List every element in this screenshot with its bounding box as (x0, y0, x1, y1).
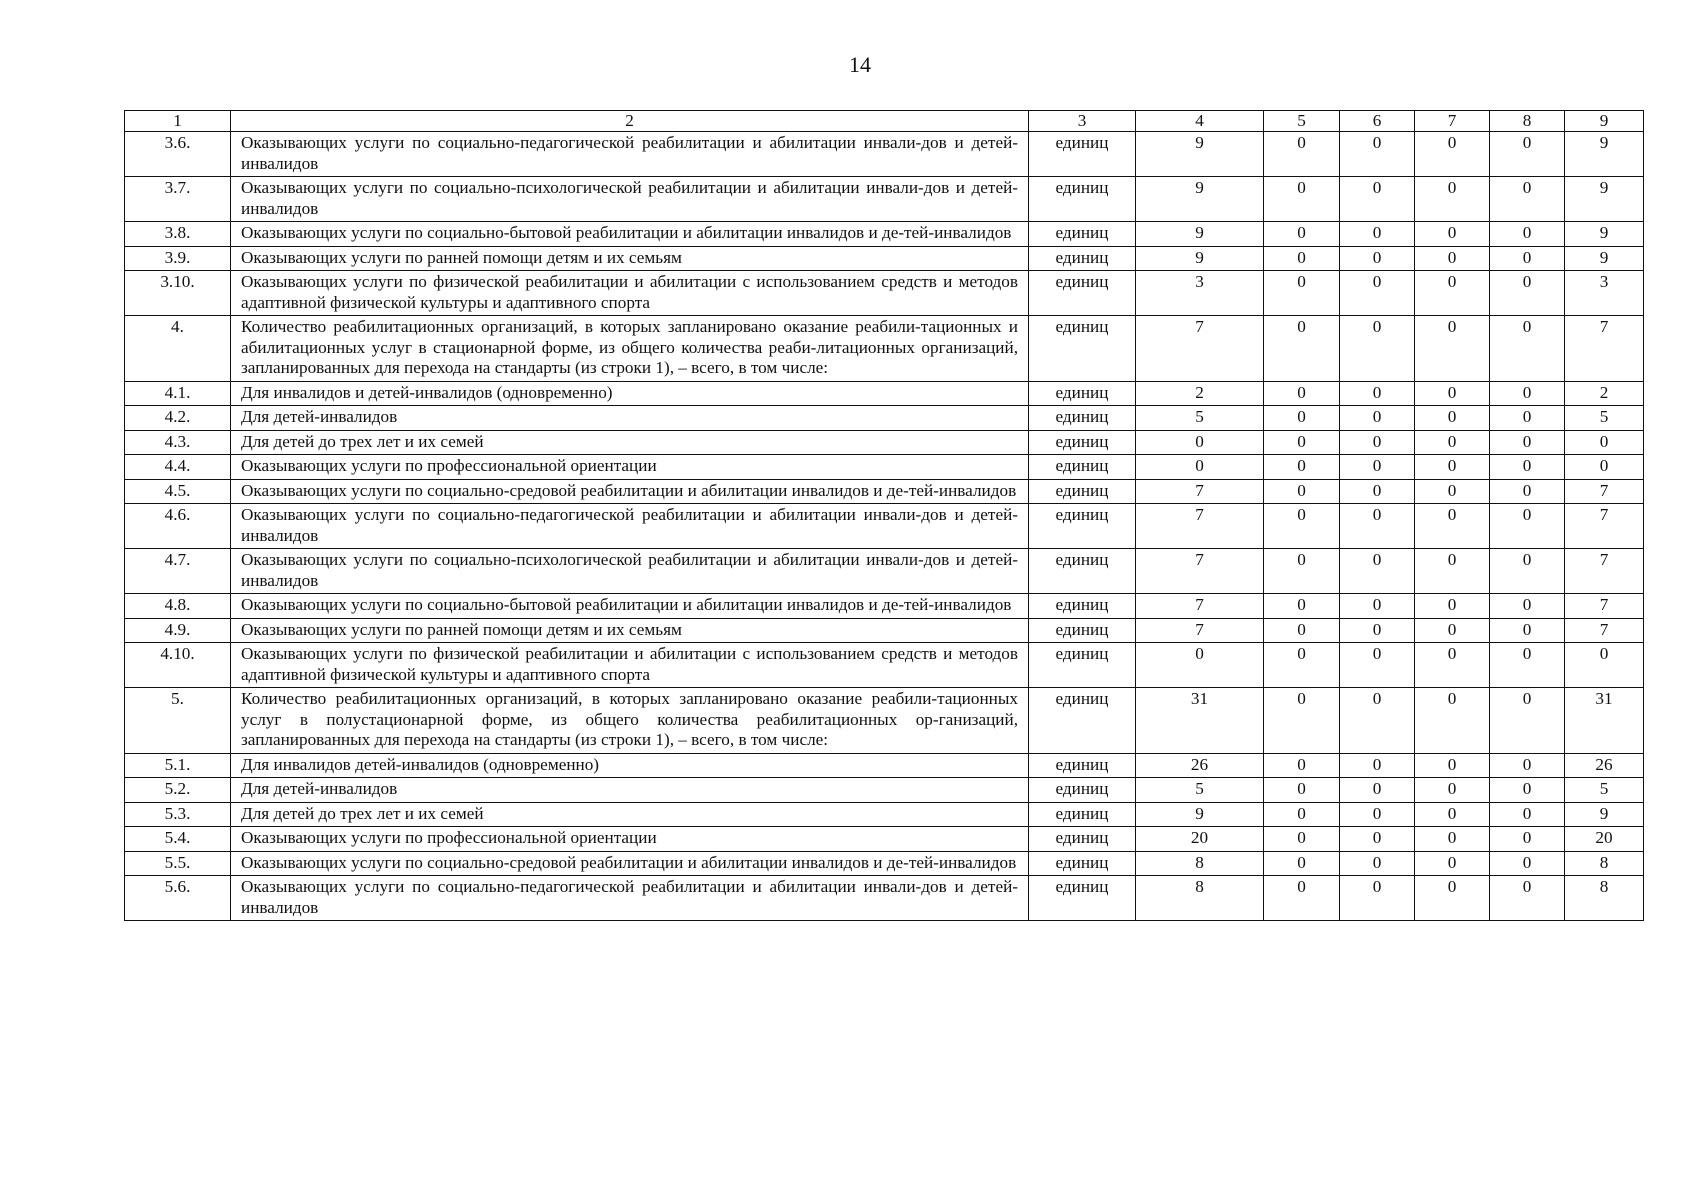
row-description: Оказывающих услуги по социально-педагогической реабилитации и абилитации инвали-дов и детей-инвалидов (231, 876, 1029, 921)
row-description: Для детей-инвалидов (231, 778, 1029, 803)
row-unit: единиц (1029, 406, 1136, 431)
row-value-col-5: 0 (1264, 753, 1340, 778)
table-header (125, 111, 1644, 132)
row-value-col-5: 0 (1264, 246, 1340, 271)
row-value-col-6: 0 (1340, 618, 1415, 643)
row-value-col-7: 0 (1415, 778, 1490, 803)
table-row (125, 618, 1644, 643)
row-unit: единиц (1029, 688, 1136, 754)
row-value-col-6: 0 (1340, 271, 1415, 316)
row-number: 5.4. (125, 827, 231, 852)
row-value-col-4: 31 (1136, 688, 1264, 754)
table-row (125, 549, 1644, 594)
row-unit: единиц (1029, 222, 1136, 247)
row-value-col-7: 0 (1415, 753, 1490, 778)
row-unit: единиц (1029, 504, 1136, 549)
table-row (125, 851, 1644, 876)
row-value-col-6: 0 (1340, 594, 1415, 619)
row-value-col-9: 7 (1565, 594, 1644, 619)
row-description: Оказывающих услуги по социально-педагогической реабилитации и абилитации инвали-дов и детей-инвалидов (231, 504, 1029, 549)
row-value-col-8: 0 (1490, 688, 1565, 754)
row-value-col-4: 8 (1136, 851, 1264, 876)
row-value-col-4: 9 (1136, 177, 1264, 222)
row-value-col-4: 7 (1136, 504, 1264, 549)
row-value-col-9: 8 (1565, 851, 1644, 876)
row-value-col-5: 0 (1264, 455, 1340, 480)
table-row (125, 504, 1644, 549)
row-description: Оказывающих услуги по физической реабилитации и абилитации с использованием средств и методов адаптивной физической культуры и адаптивного спорта (231, 271, 1029, 316)
row-value-col-7: 0 (1415, 802, 1490, 827)
row-value-col-4: 9 (1136, 802, 1264, 827)
row-value-col-9: 7 (1565, 549, 1644, 594)
row-value-col-4: 9 (1136, 246, 1264, 271)
row-number: 3.6. (125, 132, 231, 177)
table-row (125, 753, 1644, 778)
row-value-col-6: 0 (1340, 177, 1415, 222)
data-table (124, 110, 1644, 921)
table-body (125, 132, 1644, 921)
header-col-1: 1 (125, 111, 231, 132)
row-value-col-7: 0 (1415, 132, 1490, 177)
row-unit: единиц (1029, 381, 1136, 406)
row-value-col-4: 9 (1136, 222, 1264, 247)
row-value-col-5: 0 (1264, 430, 1340, 455)
row-value-col-7: 0 (1415, 643, 1490, 688)
row-value-col-4: 8 (1136, 876, 1264, 921)
row-value-col-8: 0 (1490, 406, 1565, 431)
row-description: Оказывающих услуги по социально-средовой реабилитации и абилитации инвалидов и де-тей-инвалидов (231, 851, 1029, 876)
row-description: Оказывающих услуги по социально-средовой реабилитации и абилитации инвалидов и де-тей-инвалидов (231, 479, 1029, 504)
row-value-col-8: 0 (1490, 618, 1565, 643)
row-value-col-8: 0 (1490, 851, 1565, 876)
row-value-col-5: 0 (1264, 316, 1340, 382)
row-value-col-8: 0 (1490, 504, 1565, 549)
table-row (125, 381, 1644, 406)
row-value-col-8: 0 (1490, 549, 1565, 594)
row-value-col-9: 7 (1565, 618, 1644, 643)
row-value-col-5: 0 (1264, 618, 1340, 643)
row-description: Оказывающих услуги по профессиональной ориентации (231, 455, 1029, 480)
row-value-col-7: 0 (1415, 688, 1490, 754)
row-value-col-4: 26 (1136, 753, 1264, 778)
row-number: 4.3. (125, 430, 231, 455)
row-value-col-9: 26 (1565, 753, 1644, 778)
row-description: Количество реабилитационных организаций, в которых запланировано оказание реабили-тационных услуг в полустационарной форме, из общего количества реабилитационных ор-ганизаций, запланированных для перехода на стандарты (из строки 1), – всего, в том числе: (231, 688, 1029, 754)
row-value-col-5: 0 (1264, 876, 1340, 921)
table-row (125, 132, 1644, 177)
row-number: 4.10. (125, 643, 231, 688)
row-description: Для детей-инвалидов (231, 406, 1029, 431)
row-value-col-9: 0 (1565, 643, 1644, 688)
row-value-col-7: 0 (1415, 504, 1490, 549)
row-value-col-9: 9 (1565, 222, 1644, 247)
row-value-col-8: 0 (1490, 246, 1565, 271)
row-value-col-9: 5 (1565, 406, 1644, 431)
table-row (125, 222, 1644, 247)
row-number: 4.2. (125, 406, 231, 431)
row-value-col-6: 0 (1340, 549, 1415, 594)
row-value-col-8: 0 (1490, 381, 1565, 406)
row-value-col-4: 0 (1136, 430, 1264, 455)
row-value-col-4: 9 (1136, 132, 1264, 177)
row-value-col-6: 0 (1340, 430, 1415, 455)
header-col-6: 6 (1340, 111, 1415, 132)
row-value-col-5: 0 (1264, 222, 1340, 247)
row-value-col-7: 0 (1415, 876, 1490, 921)
page-number: 14 (849, 52, 871, 77)
row-value-col-8: 0 (1490, 876, 1565, 921)
row-value-col-6: 0 (1340, 876, 1415, 921)
row-value-col-4: 0 (1136, 643, 1264, 688)
row-value-col-9: 9 (1565, 246, 1644, 271)
table-row (125, 594, 1644, 619)
row-value-col-7: 0 (1415, 618, 1490, 643)
row-number: 5. (125, 688, 231, 754)
row-value-col-6: 0 (1340, 827, 1415, 852)
table-row (125, 455, 1644, 480)
row-description: Для инвалидов и детей-инвалидов (одновременно) (231, 381, 1029, 406)
row-description: Оказывающих услуги по социально-бытовой реабилитации и абилитации инвалидов и де-тей-инвалидов (231, 222, 1029, 247)
row-number: 5.2. (125, 778, 231, 803)
row-description: Оказывающих услуги по социально-психологической реабилитации и абилитации инвали-дов и детей-инвалидов (231, 177, 1029, 222)
row-description: Оказывающих услуги по социально-психологической реабилитации и абилитации инвали-дов и детей-инвалидов (231, 549, 1029, 594)
row-description: Для детей до трех лет и их семей (231, 802, 1029, 827)
row-unit: единиц (1029, 246, 1136, 271)
row-value-col-5: 0 (1264, 688, 1340, 754)
table-row (125, 271, 1644, 316)
row-value-col-6: 0 (1340, 406, 1415, 431)
row-value-col-6: 0 (1340, 504, 1415, 549)
row-number: 5.5. (125, 851, 231, 876)
header-col-7: 7 (1415, 111, 1490, 132)
row-value-col-8: 0 (1490, 271, 1565, 316)
row-value-col-9: 7 (1565, 504, 1644, 549)
row-value-col-9: 2 (1565, 381, 1644, 406)
row-number: 4.1. (125, 381, 231, 406)
row-value-col-8: 0 (1490, 594, 1565, 619)
row-value-col-6: 0 (1340, 455, 1415, 480)
table-row (125, 430, 1644, 455)
row-value-col-9: 0 (1565, 455, 1644, 480)
row-value-col-5: 0 (1264, 851, 1340, 876)
row-value-col-5: 0 (1264, 132, 1340, 177)
row-description: Оказывающих услуги по социально-педагогической реабилитации и абилитации инвали-дов и детей-инвалидов (231, 132, 1029, 177)
row-description: Оказывающих услуги по социально-бытовой реабилитации и абилитации инвалидов и де-тей-инвалидов (231, 594, 1029, 619)
row-number: 4.8. (125, 594, 231, 619)
row-value-col-6: 0 (1340, 222, 1415, 247)
row-value-col-5: 0 (1264, 381, 1340, 406)
table-row (125, 177, 1644, 222)
row-value-col-6: 0 (1340, 643, 1415, 688)
row-value-col-7: 0 (1415, 246, 1490, 271)
row-value-col-4: 7 (1136, 316, 1264, 382)
row-value-col-9: 7 (1565, 479, 1644, 504)
row-number: 5.6. (125, 876, 231, 921)
row-unit: единиц (1029, 851, 1136, 876)
row-value-col-9: 5 (1565, 778, 1644, 803)
row-value-col-4: 7 (1136, 618, 1264, 643)
row-value-col-5: 0 (1264, 406, 1340, 431)
row-value-col-5: 0 (1264, 827, 1340, 852)
row-description: Для инвалидов детей-инвалидов (одновременно) (231, 753, 1029, 778)
row-unit: единиц (1029, 594, 1136, 619)
row-value-col-7: 0 (1415, 177, 1490, 222)
table-row (125, 802, 1644, 827)
row-value-col-8: 0 (1490, 222, 1565, 247)
row-unit: единиц (1029, 271, 1136, 316)
row-number: 4. (125, 316, 231, 382)
row-number: 5.3. (125, 802, 231, 827)
table-row (125, 827, 1644, 852)
row-value-col-5: 0 (1264, 643, 1340, 688)
row-value-col-7: 0 (1415, 406, 1490, 431)
row-value-col-6: 0 (1340, 381, 1415, 406)
row-value-col-6: 0 (1340, 316, 1415, 382)
row-value-col-9: 31 (1565, 688, 1644, 754)
row-number: 3.10. (125, 271, 231, 316)
row-unit: единиц (1029, 549, 1136, 594)
row-description: Для детей до трех лет и их семей (231, 430, 1029, 455)
row-value-col-7: 0 (1415, 430, 1490, 455)
row-value-col-9: 9 (1565, 132, 1644, 177)
table-row (125, 406, 1644, 431)
row-value-col-4: 7 (1136, 594, 1264, 619)
row-value-col-4: 7 (1136, 479, 1264, 504)
header-col-2: 2 (231, 111, 1029, 132)
row-value-col-7: 0 (1415, 222, 1490, 247)
row-value-col-5: 0 (1264, 479, 1340, 504)
row-value-col-6: 0 (1340, 688, 1415, 754)
header-col-5: 5 (1264, 111, 1340, 132)
row-unit: единиц (1029, 132, 1136, 177)
row-number: 3.8. (125, 222, 231, 247)
row-unit: единиц (1029, 618, 1136, 643)
row-description: Количество реабилитационных организаций, в которых запланировано оказание реабили-тационных и абилитационных услуг в стационарной форме, из общего количества реаби-литационных организаций, запланированных для перехода на стандарты (из строки 1), – всего, в том числе: (231, 316, 1029, 382)
table-row (125, 876, 1644, 921)
row-value-col-8: 0 (1490, 802, 1565, 827)
row-value-col-6: 0 (1340, 753, 1415, 778)
table-row (125, 316, 1644, 382)
header-col-3: 3 (1029, 111, 1136, 132)
row-value-col-6: 0 (1340, 851, 1415, 876)
row-value-col-4: 7 (1136, 549, 1264, 594)
row-value-col-7: 0 (1415, 455, 1490, 480)
row-unit: единиц (1029, 177, 1136, 222)
row-value-col-8: 0 (1490, 132, 1565, 177)
header-col-4: 4 (1136, 111, 1264, 132)
header-col-8: 8 (1490, 111, 1565, 132)
row-value-col-7: 0 (1415, 479, 1490, 504)
row-description: Оказывающих услуги по профессиональной ориентации (231, 827, 1029, 852)
row-value-col-9: 0 (1565, 430, 1644, 455)
row-value-col-4: 0 (1136, 455, 1264, 480)
row-value-col-8: 0 (1490, 430, 1565, 455)
row-value-col-8: 0 (1490, 479, 1565, 504)
row-value-col-8: 0 (1490, 177, 1565, 222)
row-description: Оказывающих услуги по физической реабилитации и абилитации с использованием средств и методов адаптивной физической культуры и адаптивного спорта (231, 643, 1029, 688)
row-value-col-9: 8 (1565, 876, 1644, 921)
row-value-col-7: 0 (1415, 381, 1490, 406)
row-number: 5.1. (125, 753, 231, 778)
header-col-9: 9 (1565, 111, 1644, 132)
row-number: 4.4. (125, 455, 231, 480)
row-description: Оказывающих услуги по ранней помощи детям и их семьям (231, 618, 1029, 643)
row-value-col-6: 0 (1340, 802, 1415, 827)
row-unit: единиц (1029, 827, 1136, 852)
row-value-col-8: 0 (1490, 827, 1565, 852)
row-value-col-4: 20 (1136, 827, 1264, 852)
row-value-col-9: 7 (1565, 316, 1644, 382)
row-number: 4.5. (125, 479, 231, 504)
row-value-col-6: 0 (1340, 246, 1415, 271)
row-number: 3.9. (125, 246, 231, 271)
row-value-col-9: 9 (1565, 802, 1644, 827)
row-value-col-7: 0 (1415, 549, 1490, 594)
row-value-col-5: 0 (1264, 594, 1340, 619)
row-value-col-8: 0 (1490, 316, 1565, 382)
row-value-col-9: 9 (1565, 177, 1644, 222)
table-row (125, 479, 1644, 504)
row-value-col-8: 0 (1490, 643, 1565, 688)
row-value-col-6: 0 (1340, 479, 1415, 504)
row-number: 4.9. (125, 618, 231, 643)
row-value-col-7: 0 (1415, 316, 1490, 382)
row-number: 4.6. (125, 504, 231, 549)
table-row (125, 778, 1644, 803)
row-value-col-6: 0 (1340, 132, 1415, 177)
row-unit: единиц (1029, 479, 1136, 504)
row-value-col-5: 0 (1264, 802, 1340, 827)
row-unit: единиц (1029, 316, 1136, 382)
row-unit: единиц (1029, 778, 1136, 803)
row-number: 3.7. (125, 177, 231, 222)
row-value-col-9: 20 (1565, 827, 1644, 852)
row-value-col-8: 0 (1490, 778, 1565, 803)
row-unit: единиц (1029, 455, 1136, 480)
row-value-col-7: 0 (1415, 851, 1490, 876)
row-value-col-5: 0 (1264, 177, 1340, 222)
row-value-col-4: 5 (1136, 778, 1264, 803)
row-value-col-6: 0 (1340, 778, 1415, 803)
row-value-col-7: 0 (1415, 271, 1490, 316)
row-value-col-5: 0 (1264, 549, 1340, 594)
row-value-col-9: 3 (1565, 271, 1644, 316)
row-unit: единиц (1029, 430, 1136, 455)
row-unit: единиц (1029, 643, 1136, 688)
row-number: 4.7. (125, 549, 231, 594)
row-value-col-4: 2 (1136, 381, 1264, 406)
table-row (125, 246, 1644, 271)
table-row (125, 688, 1644, 754)
row-value-col-7: 0 (1415, 827, 1490, 852)
header-row (125, 111, 1644, 132)
table-row (125, 643, 1644, 688)
row-description: Оказывающих услуги по ранней помощи детям и их семьям (231, 246, 1029, 271)
row-value-col-4: 5 (1136, 406, 1264, 431)
row-value-col-7: 0 (1415, 594, 1490, 619)
row-unit: единиц (1029, 802, 1136, 827)
row-value-col-5: 0 (1264, 778, 1340, 803)
row-value-col-4: 3 (1136, 271, 1264, 316)
row-value-col-5: 0 (1264, 504, 1340, 549)
row-value-col-8: 0 (1490, 753, 1565, 778)
row-unit: единиц (1029, 753, 1136, 778)
row-unit: единиц (1029, 876, 1136, 921)
row-value-col-5: 0 (1264, 271, 1340, 316)
row-value-col-8: 0 (1490, 455, 1565, 480)
